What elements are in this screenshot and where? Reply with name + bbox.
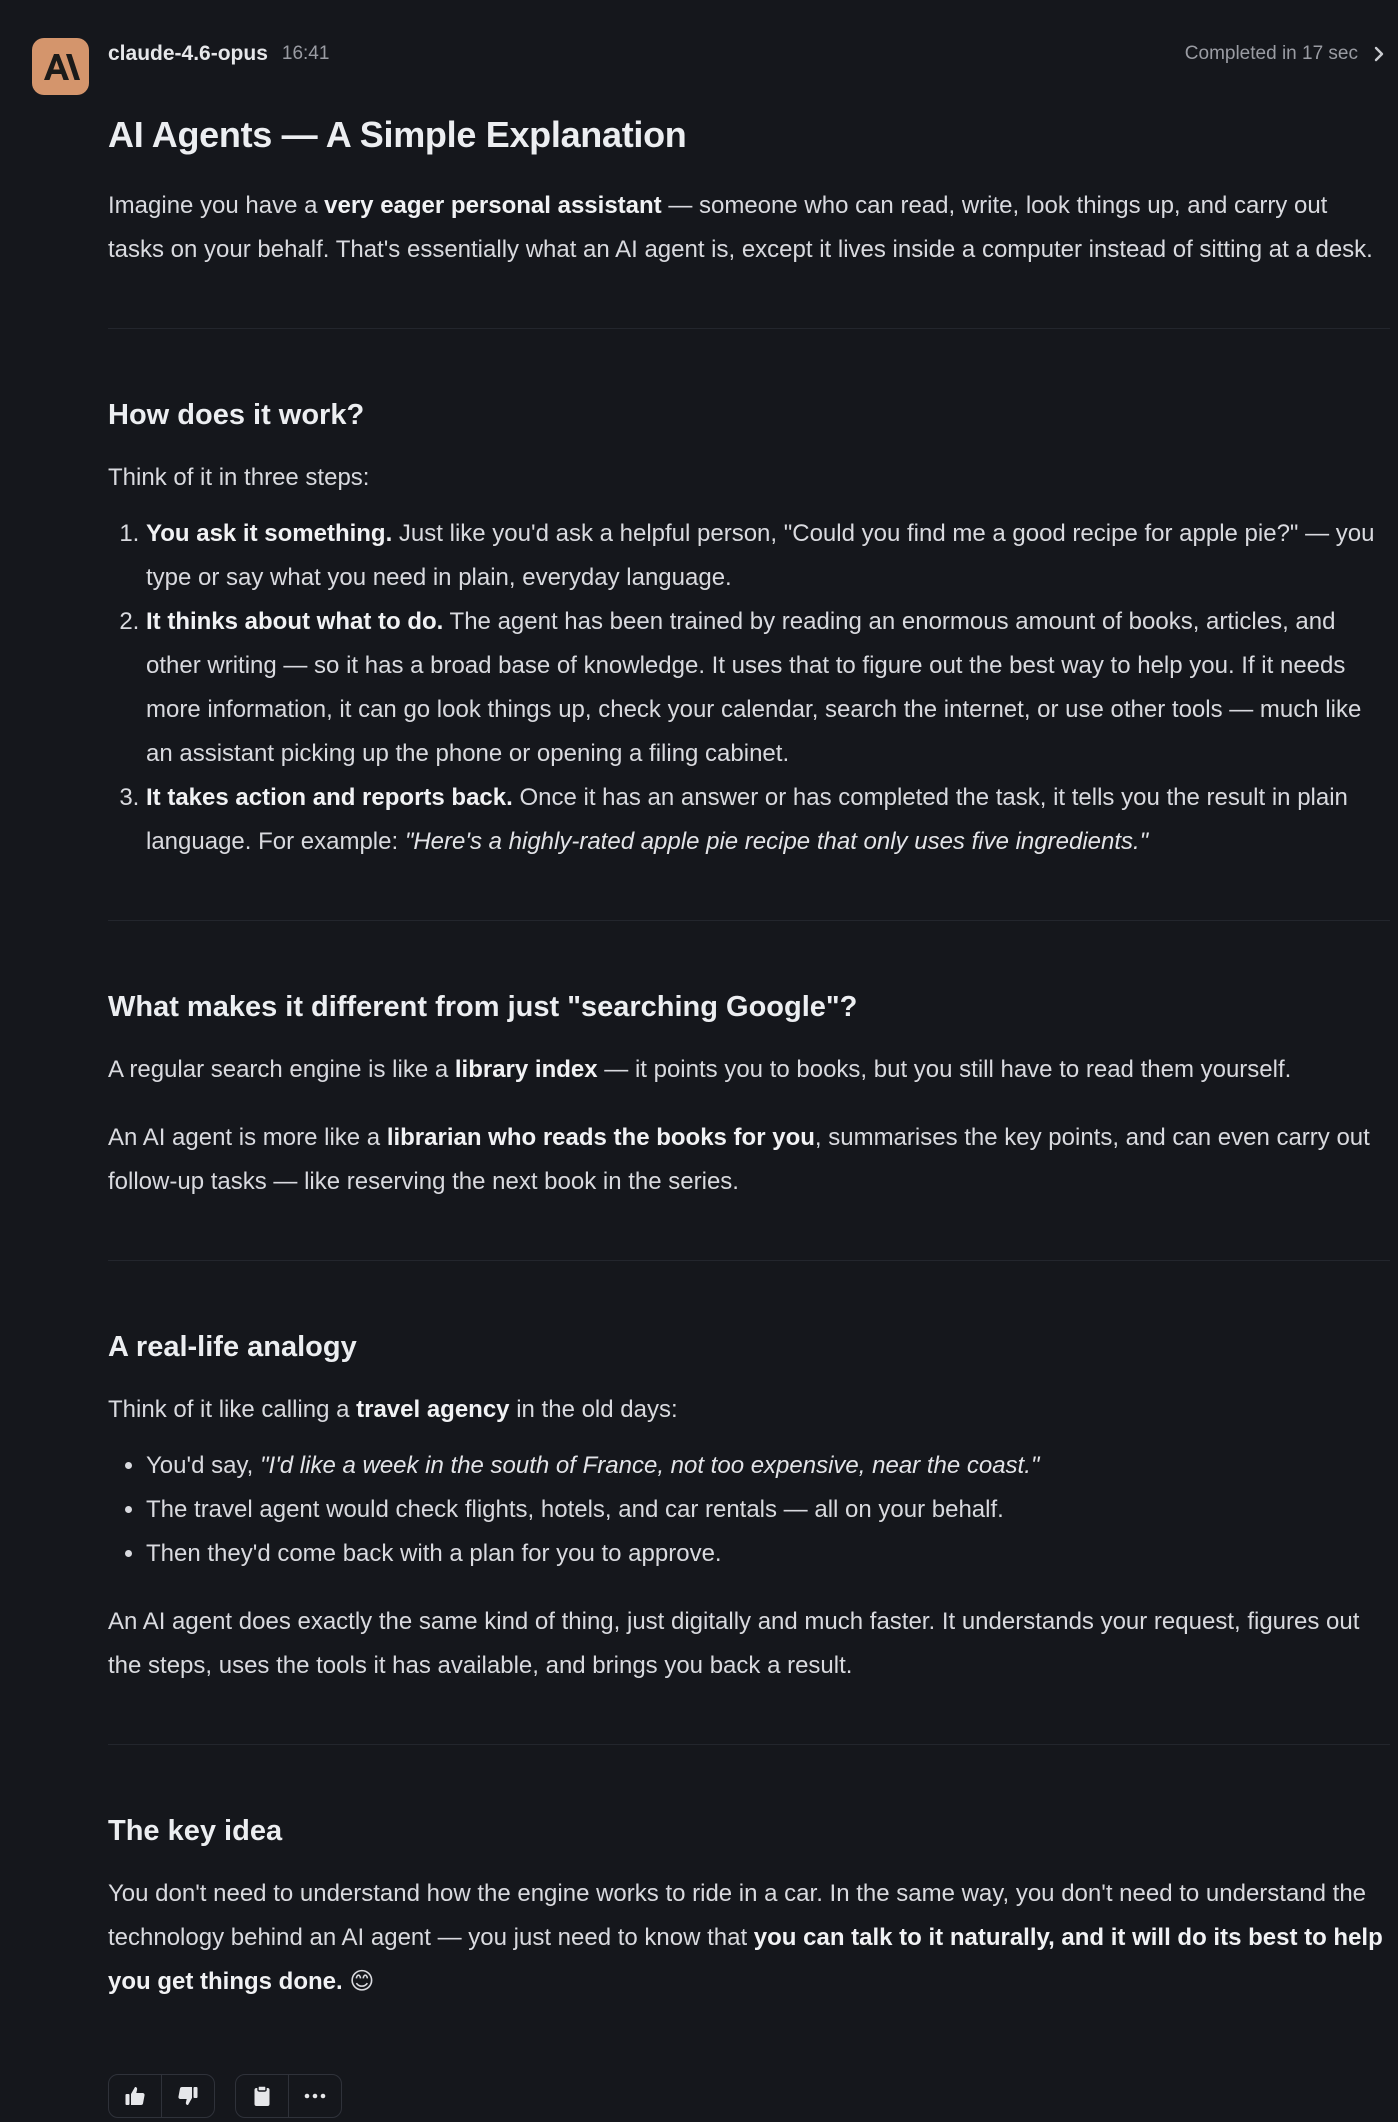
- divider: [108, 328, 1390, 329]
- completed-status-button[interactable]: [1185, 43, 1384, 65]
- smile-emoji: 😊: [342, 1968, 375, 1995]
- chevron-right-icon: [1374, 46, 1384, 62]
- list-item: • Then they'd come back with a plan for you to approve.: [146, 1532, 1388, 1576]
- analogy-lead: Think of it like calling a travel agency in the old days:: [108, 1396, 678, 1423]
- copy-button[interactable]: [236, 2075, 288, 2117]
- page-title: AI Agents — A Simple Explanation: [108, 114, 687, 155]
- list-item: 1. You ask it something. Just like you'd ask a helpful person, "Could you find me a good recipe for apple pie?" — you type or say what you need in plain, everyday language.: [146, 512, 1388, 600]
- clipboard-icon: [253, 2085, 271, 2107]
- heading-difference: What makes it different from just "searching Google"?: [108, 991, 858, 1023]
- completed-status-text: Completed in 17 sec: [1184, 43, 1358, 64]
- intro-paragraph: Imagine you have a very eager personal assistant — someone who can read, write, look things up, and carry out tasks on your behalf. That's essentially what an AI agent is, except it lives inside a computer instead of sitting at a desk.: [108, 192, 1373, 263]
- model-name: claude-4.6-opus: [108, 42, 268, 65]
- list-item: • You'd say, "I'd like a week in the south of France, not too expensive, near the coast.": [146, 1444, 1388, 1488]
- analogy-list: [108, 1444, 1388, 1576]
- tools-group: [235, 2074, 342, 2118]
- how-lead: Think of it in three steps:: [108, 464, 370, 491]
- avatar: [32, 38, 89, 95]
- thumbs-down-icon: [177, 2085, 199, 2107]
- message-content: [108, 108, 1388, 2004]
- heading-analogy: A real-life analogy: [108, 1331, 357, 1363]
- heading-key-idea: The key idea: [108, 1815, 283, 1847]
- message-time: 16:41: [281, 43, 330, 64]
- more-options-button[interactable]: [288, 2075, 341, 2117]
- heading-how-it-works: How does it work?: [108, 399, 365, 431]
- list-item: • The travel agent would check flights, hotels, and car rentals — all on your behalf.: [146, 1488, 1388, 1532]
- analogy-closing: An AI agent does exactly the same kind of thing, just digitally and much faster. It understands your request, figures out the steps, uses the tools it has available, and brings you back a result.: [108, 1608, 1360, 1679]
- steps-list: [108, 512, 1388, 864]
- message-header: [108, 40, 1384, 68]
- feedback-group: [108, 2074, 215, 2118]
- anthropic-logo-icon: [42, 52, 80, 82]
- more-icon: [304, 2093, 326, 2099]
- key-paragraph: You don't need to understand how the engine works to ride in a car. In the same way, you don't need to understand the technology behind an AI agent — you just need to know that you can talk to it naturally, and it will do its best to help you get things done. 😊: [108, 1880, 1383, 1995]
- divider: [108, 920, 1390, 921]
- thumbs-up-icon: [124, 2085, 146, 2107]
- list-item: 2. It thinks about what to do. The agent has been trained by reading an enormous amount of books, articles, and other writing — so it has a broad base of knowledge. It uses that to figure out the best way to help you. If it needs more information, it can go look things up, check your calendar, search the internet, or use other tools — much like an assistant picking up the phone or opening a filing cabinet.: [146, 600, 1388, 776]
- divider: [108, 1260, 1390, 1261]
- dislike-button[interactable]: [161, 2075, 214, 2117]
- like-button[interactable]: [109, 2075, 161, 2117]
- list-item: 3. It takes action and reports back. Once it has an answer or has completed the task, it tells you the result in plain language. For example: "Here's a highly-rated apple pie recipe that only uses five ingredients.": [146, 776, 1388, 864]
- diff-paragraph-1: A regular search engine is like a library index — it points you to books, but you still have to read them yourself.: [108, 1056, 1292, 1083]
- message-actions: [108, 2074, 342, 2118]
- diff-paragraph-2: An AI agent is more like a librarian who reads the books for you, summarises the key points, and can even carry out follow-up tasks — like reserving the next book in the series.: [108, 1124, 1370, 1195]
- divider: [108, 1744, 1390, 1745]
